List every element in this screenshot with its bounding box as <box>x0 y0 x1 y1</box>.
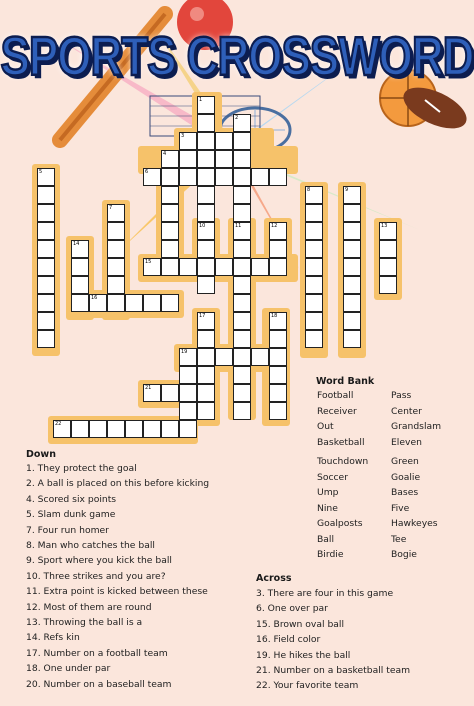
grid-cell[interactable] <box>197 402 215 420</box>
down-clue: 13. Throwing the ball is a <box>26 617 143 628</box>
grid-cell[interactable] <box>233 312 251 330</box>
grid-cell[interactable] <box>233 402 251 420</box>
word-bank-item: Nine <box>317 502 338 514</box>
grid-cell[interactable] <box>197 312 215 330</box>
word-bank-item: Football <box>317 390 354 401</box>
grid-number-label: 3 <box>181 133 185 139</box>
grid-cell[interactable] <box>343 276 361 294</box>
down-clue: 20. Number on a baseball team <box>26 678 172 690</box>
grid-cell[interactable] <box>179 384 197 402</box>
grid-cell[interactable] <box>179 366 197 384</box>
grid-cell[interactable] <box>161 240 179 258</box>
grid-cell[interactable] <box>37 276 55 294</box>
across-clue: 21. Number on a basketball team <box>256 665 411 676</box>
grid-number-label: 16 <box>91 295 98 301</box>
word-bank-item: Goalie <box>391 471 421 483</box>
grid-cell[interactable] <box>37 168 55 186</box>
grid-cell[interactable] <box>197 330 215 348</box>
word-bank-item: Five <box>391 502 410 514</box>
grid-cell[interactable] <box>269 168 287 186</box>
down-clue: 4. Scored six points <box>26 493 117 505</box>
grid-cell[interactable] <box>161 222 179 240</box>
word-bank-item: Bases <box>391 487 419 498</box>
grid-cell[interactable] <box>37 204 55 222</box>
grid-number-label: 8 <box>307 187 311 193</box>
grid-number-label: 2 <box>235 115 239 121</box>
word-bank-item: Green <box>391 456 419 467</box>
grid-cell[interactable] <box>179 402 197 420</box>
word-bank-item: Ump <box>317 487 339 498</box>
word-bank-item: Tee <box>391 533 407 545</box>
grid-cell[interactable] <box>197 258 215 276</box>
grid-number-label: 19 <box>181 349 188 355</box>
grid-cell[interactable] <box>343 330 361 348</box>
grid-cell[interactable] <box>179 348 197 366</box>
grid-cell[interactable] <box>269 402 287 420</box>
grid-cell[interactable] <box>343 258 361 276</box>
grid-cell[interactable] <box>233 240 251 258</box>
grid-cell[interactable] <box>179 132 197 150</box>
grid-cell[interactable] <box>343 222 361 240</box>
grid-cell[interactable] <box>233 204 251 222</box>
grid-number-label: 1 <box>199 97 203 103</box>
grid-cell[interactable] <box>197 222 215 240</box>
grid-number-label: 12 <box>271 223 278 229</box>
grid-cell[interactable] <box>233 294 251 312</box>
grid-cell[interactable] <box>305 240 323 258</box>
grid-cell[interactable] <box>89 294 107 312</box>
grid-cell[interactable] <box>215 258 233 276</box>
across-clue: 3. There are four in this game <box>256 588 394 599</box>
grid-cell[interactable] <box>37 330 55 348</box>
grid-cell[interactable] <box>305 258 323 276</box>
grid-cell[interactable] <box>143 420 161 438</box>
grid-cell[interactable] <box>269 348 287 366</box>
down-clue: 8. Man who catches the ball <box>26 540 155 551</box>
grid-cell[interactable] <box>161 258 179 276</box>
grid-cell[interactable] <box>215 168 233 186</box>
grid-cell[interactable] <box>233 168 251 186</box>
grid-cell[interactable] <box>179 168 197 186</box>
grid-cell[interactable] <box>305 330 323 348</box>
grid-cell[interactable] <box>125 420 143 438</box>
grid-cell[interactable] <box>179 258 197 276</box>
down-title: Down <box>26 449 56 460</box>
grid-cell[interactable] <box>233 114 251 132</box>
grid-cell[interactable] <box>269 330 287 348</box>
grid-cell[interactable] <box>161 186 179 204</box>
grid-cell[interactable] <box>269 222 287 240</box>
grid-cell[interactable] <box>143 384 161 402</box>
word-bank-item: Receiver <box>317 405 357 417</box>
grid-cell[interactable] <box>107 258 125 276</box>
grid-cell[interactable] <box>89 420 107 438</box>
word-bank-item: Birdie <box>317 549 344 560</box>
grid-number-label: 11 <box>235 223 242 229</box>
grid-cell[interactable] <box>197 96 215 114</box>
grid-cell[interactable] <box>269 384 287 402</box>
grid-cell[interactable] <box>251 168 269 186</box>
grid-cell[interactable] <box>305 204 323 222</box>
across-clue: 15. Brown oval ball <box>256 618 345 630</box>
grid-cell[interactable] <box>107 420 125 438</box>
word-bank-item: Center <box>391 405 422 417</box>
word-bank-item: Soccer <box>317 471 348 483</box>
grid-cell[interactable] <box>379 258 397 276</box>
grid-cell[interactable] <box>143 294 161 312</box>
grid-cell[interactable] <box>53 420 71 438</box>
word-bank-item: Pass <box>391 390 412 401</box>
grid-cell[interactable] <box>161 204 179 222</box>
grid-cell[interactable] <box>379 222 397 240</box>
grid-cell[interactable] <box>71 276 89 294</box>
down-clue: 9. Sport where you kick the ball <box>26 555 172 567</box>
grid-number-label: 17 <box>199 313 206 319</box>
grid-number-label: 4 <box>163 151 167 157</box>
grid-cell[interactable] <box>269 312 287 330</box>
grid-cell[interactable] <box>233 276 251 294</box>
word-bank-item: Touchdown <box>317 456 369 467</box>
down-clue: 10. Three strikes and you are? <box>26 570 166 582</box>
grid-cell[interactable] <box>233 384 251 402</box>
grid-cell[interactable] <box>125 294 143 312</box>
down-clue: 1. They protect the goal <box>26 463 137 474</box>
grid-cell[interactable] <box>197 384 215 402</box>
grid-cell[interactable] <box>179 150 197 168</box>
grid-cell[interactable] <box>71 240 89 258</box>
grid-cell[interactable] <box>197 132 215 150</box>
grid-cell[interactable] <box>233 150 251 168</box>
down-clue: 5. Slam dunk game <box>26 509 116 521</box>
word-bank-item: Eleven <box>391 436 422 448</box>
word-bank-item: Hawkeyes <box>391 518 438 529</box>
grid-cell[interactable] <box>161 150 179 168</box>
grid-cell[interactable] <box>343 204 361 222</box>
grid-cell[interactable] <box>233 222 251 240</box>
grid-cell[interactable] <box>107 276 125 294</box>
grid-cell[interactable] <box>143 258 161 276</box>
grid-cell[interactable] <box>37 294 55 312</box>
grid-cell[interactable] <box>197 276 215 294</box>
grid-number-label: 13 <box>381 223 388 229</box>
word-bank-item: Ball <box>317 533 335 545</box>
grid-cell[interactable] <box>71 294 89 312</box>
word-bank-item: Grandslam <box>391 421 442 432</box>
grid-cell[interactable] <box>233 348 251 366</box>
down-clue: 2. A ball is placed on this before kicking <box>26 478 210 490</box>
grid-cell[interactable] <box>107 222 125 240</box>
grid-number-label: 10 <box>199 223 206 229</box>
grid-cell[interactable] <box>37 186 55 204</box>
across-clue: 19. He hikes the ball <box>256 649 351 661</box>
grid-number-label: 15 <box>145 259 152 265</box>
grid-cell[interactable] <box>343 240 361 258</box>
grid-cell[interactable] <box>197 150 215 168</box>
grid-cell[interactable] <box>197 168 215 186</box>
grid-cell[interactable] <box>161 294 179 312</box>
grid-cell[interactable] <box>305 186 323 204</box>
grid-cell[interactable] <box>233 330 251 348</box>
grid-cell[interactable] <box>197 204 215 222</box>
grid-cell[interactable] <box>379 240 397 258</box>
grid-cell[interactable] <box>197 114 215 132</box>
grid-cell[interactable] <box>233 366 251 384</box>
grid-number-label: 21 <box>145 385 152 391</box>
grid-cell[interactable] <box>215 132 233 150</box>
grid-cell[interactable] <box>107 294 125 312</box>
grid-number-label: 22 <box>55 421 62 427</box>
grid-cell[interactable] <box>161 168 179 186</box>
grid-cell[interactable] <box>161 384 179 402</box>
grid-cell[interactable] <box>37 312 55 330</box>
grid-cell[interactable] <box>197 348 215 366</box>
grid-cell[interactable] <box>269 366 287 384</box>
grid-cell[interactable] <box>269 258 287 276</box>
grid-cell[interactable] <box>37 240 55 258</box>
grid-cell[interactable] <box>215 150 233 168</box>
grid-number-label: 5 <box>39 169 43 175</box>
across-clue: 16. Field color <box>256 634 321 646</box>
grid-cell[interactable] <box>233 132 251 150</box>
grid-cell[interactable] <box>305 294 323 312</box>
grid-number-label: 14 <box>73 241 80 247</box>
grid-cell[interactable] <box>305 312 323 330</box>
grid-cell[interactable] <box>37 258 55 276</box>
down-clue: 7. Four run homer <box>26 524 109 536</box>
across-title: Across <box>256 573 292 584</box>
grid-cell[interactable] <box>143 168 161 186</box>
word-bank-item: Goalposts <box>317 518 363 529</box>
grid-cell[interactable] <box>71 258 89 276</box>
grid-cell[interactable] <box>215 348 233 366</box>
grid-cell[interactable] <box>197 186 215 204</box>
grid-cell[interactable] <box>251 348 269 366</box>
across-clue: 6. One over par <box>256 603 328 615</box>
grid-cell[interactable] <box>107 204 125 222</box>
grid-cell[interactable] <box>343 312 361 330</box>
grid-cell[interactable] <box>305 276 323 294</box>
grid-cell[interactable] <box>233 186 251 204</box>
grid-cell[interactable] <box>107 240 125 258</box>
grid-cell[interactable] <box>305 222 323 240</box>
grid-cell[interactable] <box>251 258 269 276</box>
page-title: SPORTS CROSSWORD <box>0 26 474 88</box>
down-clue: 18. One under par <box>26 663 111 675</box>
grid-cell[interactable] <box>71 420 89 438</box>
grid-cell[interactable] <box>197 366 215 384</box>
down-clue: 17. Number on a football team <box>26 647 168 659</box>
down-clue: 14. Refs kin <box>26 632 80 644</box>
grid-cell[interactable] <box>197 240 215 258</box>
word-bank-title: Word Bank <box>316 376 375 387</box>
across-clue: 22. Your favorite team <box>256 680 359 692</box>
grid-cell[interactable] <box>161 420 179 438</box>
grid-number-label: 6 <box>145 169 149 175</box>
grid-cell[interactable] <box>179 420 197 438</box>
grid-number-label: 7 <box>109 205 113 211</box>
grid-number-label: 9 <box>345 187 349 193</box>
grid-cell[interactable] <box>37 222 55 240</box>
grid-cell[interactable] <box>379 276 397 294</box>
grid-number-label: 18 <box>271 313 278 319</box>
down-clue: 12. Most of them are round <box>26 601 152 613</box>
grid-cell[interactable] <box>269 240 287 258</box>
grid-cell[interactable] <box>233 258 251 276</box>
grid-cell[interactable] <box>343 186 361 204</box>
word-bank-item: Out <box>317 421 334 432</box>
down-clue: 11. Extra point is kicked between these <box>26 586 208 598</box>
grid-cell[interactable] <box>343 294 361 312</box>
word-bank-item: Bogie <box>391 549 417 560</box>
word-bank-item: Basketball <box>317 436 365 448</box>
